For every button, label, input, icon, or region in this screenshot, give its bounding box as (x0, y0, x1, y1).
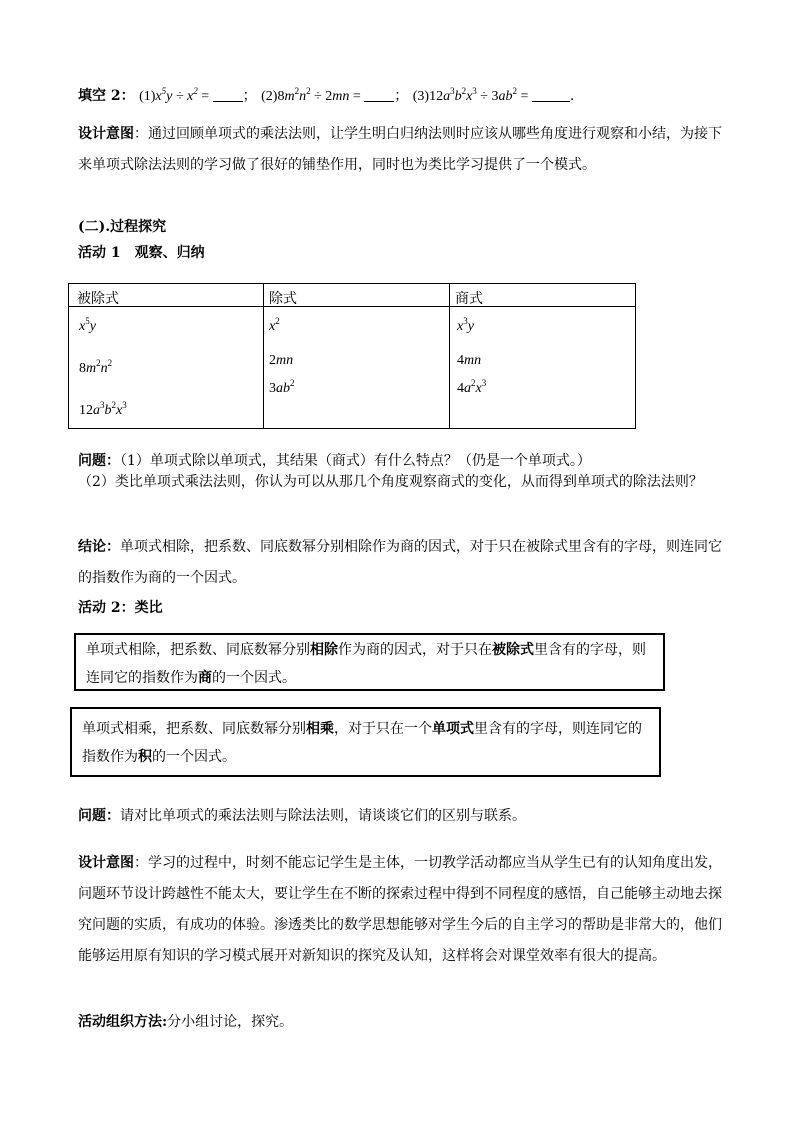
answer-blank-2[interactable] (364, 89, 394, 102)
table-cell (269, 316, 280, 334)
table-cell (457, 316, 474, 334)
design-intent-text: ：通过回顾单项式的乘法法则，让学生明白归纳法则时应该从哪些角度进行观察和小结，为接下来单项式除法法则的学习做了很好的铺垫作用，同时也为类比学习提供了一个模式。 (78, 126, 722, 173)
rule-part: 作为商的因式，对于只在 (338, 642, 492, 658)
conclusion-label: 结论： (78, 539, 120, 555)
multiplication-rule-box (70, 707, 661, 777)
rule-keyword: 相乘 (306, 721, 334, 737)
rule-part: 里含有的字母，则连同它的指数作为 (82, 721, 642, 765)
fill-blank-item-1 (139, 86, 213, 104)
activity-2-heading: 活动 2：类比 (78, 600, 163, 616)
table-cell (269, 378, 295, 396)
question-2 (78, 809, 526, 823)
separator: ； (394, 88, 409, 104)
table-header-divider (69, 306, 635, 307)
item-3-a-exp: 3 (450, 86, 455, 96)
answer-blank-3[interactable] (532, 89, 570, 102)
design-intent-2 (78, 848, 724, 972)
item-3-var-a: a (443, 89, 451, 104)
coef: 12 (79, 403, 93, 418)
item-3-coef: 12 (429, 89, 444, 104)
exp: 3 (100, 400, 105, 410)
fill-blank-item-3 (412, 86, 532, 104)
table-header-dividend: 被除式 (77, 291, 119, 307)
table-cell (79, 400, 127, 418)
var: y (89, 319, 96, 334)
multiplication-rule-text (82, 715, 651, 771)
item-2-divide: ÷ 2 (314, 89, 333, 104)
coef: 4 (457, 381, 464, 396)
item-1-divisor-exp: 2 (193, 86, 198, 96)
exp: 2 (107, 358, 113, 368)
design-intent-label: 设计意图 (78, 855, 134, 871)
var: x (457, 319, 464, 334)
coef: 8 (79, 361, 86, 376)
item-1-equals: = (201, 89, 210, 104)
item-2-var-n: n (299, 89, 307, 104)
item-2-var-m: m (284, 89, 295, 104)
answer-blank-1[interactable] (213, 89, 243, 102)
question-1-text: （1）单项式除以单项式，其结果（商式）有什么特点？（仍是一个单项式。） (120, 453, 591, 469)
var: x (116, 403, 123, 418)
design-intent-text: ：学习的过程中，时刻不能忘记学生是主体，一切教学活动都应当从学生已有的认知角度出发，问题环节设计跨越性不能太大，要让学生在不断的探索过程中得到不同程度的感悟，自己能够主动地去探究问题的实质，有成功的体验。渗透类比的数学思想能够对学生今后的自主学习的帮助是非常大的，他们能够运用原有知识的学习模式展开对新知识的探究及认知，这样将会对课堂效率有很大的提高。 (78, 855, 722, 964)
question-2-text: 请对比单项式的乘法法则与除法法则，请谈谈它们的区别与联系。 (120, 808, 526, 824)
var: ab (276, 381, 290, 396)
rule-part: 单项式相乘，把系数、同底数幂分别 (82, 721, 306, 737)
rule-keyword: 商 (198, 670, 212, 686)
rule-part: 里含有的字母，则连同它的指数作为 (86, 642, 646, 686)
fill-blank-label: 填空 2： (78, 88, 135, 104)
separator: ； (242, 88, 257, 104)
exp: 2 (275, 316, 280, 326)
var: x (79, 319, 86, 334)
table-cell (79, 358, 113, 376)
item-3-ab: ab (498, 89, 513, 104)
conclusion-text: 单项式相除，把系数、同底数幂分别相除作为商的因式，对于只在被除式里含有的字母，则连同它的指数作为商的一个因式。 (78, 539, 722, 586)
var: mn (276, 353, 294, 368)
item-1-var-x: x (155, 89, 162, 104)
var: y (467, 319, 474, 334)
item-2-number: (2) (261, 89, 278, 104)
coef: 4 (457, 353, 464, 368)
var: a (93, 403, 100, 418)
rule-part: 的一个因式。 (212, 670, 296, 686)
item-2-mn: mn (332, 89, 350, 104)
design-intent-1 (78, 119, 724, 181)
end-period: . (569, 88, 575, 104)
item-2-coef: 8 (277, 89, 285, 104)
rule-part: 单项式相除，把系数、同底数幂分别 (86, 642, 310, 658)
var: a (464, 381, 471, 396)
var: b (104, 403, 112, 418)
item-3-ab-exp: 2 (512, 86, 517, 96)
question-1-line-1 (78, 454, 591, 468)
item-3-var-x: x (466, 89, 473, 104)
activity-method (78, 1015, 293, 1029)
rule-keyword: 相除 (310, 642, 338, 658)
exp: 5 (85, 316, 90, 326)
exp: 3 (463, 316, 468, 326)
exp: 3 (481, 378, 487, 388)
var: x (269, 319, 276, 334)
conclusion (78, 532, 724, 594)
table-header-divisor: 除式 (269, 291, 297, 307)
item-3-divide: ÷ 3 (480, 89, 499, 104)
coef: 2 (269, 353, 276, 368)
fill-blank-item-2 (261, 86, 364, 104)
method-label: 活动组织方法: (78, 1014, 168, 1030)
item-3-equals: = (520, 89, 529, 104)
item-3-x-exp: 3 (472, 86, 477, 96)
item-1-divisor: y ÷ x (166, 89, 194, 104)
question-1-line-2: （2）类比单项式乘法法则，你认为可以从那几个角度观察商式的变化，从而得到单项式的除法法则？ (78, 474, 703, 490)
question-label: 问题： (78, 808, 120, 824)
var: mn (464, 353, 482, 368)
table-col-divider (263, 284, 264, 428)
exp: 2 (471, 378, 476, 388)
item-2-n-exp: 2 (306, 86, 311, 96)
rule-keyword: 被除式 (492, 642, 534, 658)
coef: 3 (269, 381, 276, 396)
table-header-quotient: 商式 (455, 291, 483, 307)
item-3-var-b: b (454, 89, 462, 104)
activity-1-heading: 活动 1 观察、归纳 (78, 245, 205, 261)
exp: 3 (122, 400, 127, 410)
item-1-number: (1) (139, 89, 156, 104)
rule-keyword: 积 (138, 749, 152, 765)
division-rule-box (74, 633, 665, 691)
exp: 2 (96, 358, 101, 368)
rule-part: ，对于只在一个 (334, 721, 432, 737)
table-col-divider (449, 284, 450, 428)
table-cell (457, 378, 487, 396)
exp: 2 (111, 400, 116, 410)
design-intent-label: 设计意图 (78, 126, 134, 142)
exp: 2 (290, 378, 295, 388)
item-3-b-exp: 2 (461, 86, 467, 96)
question-label: 问题： (78, 453, 120, 469)
item-3-number: (3) (412, 89, 430, 104)
table-cell (457, 354, 481, 368)
method-text: 分小组讨论，探究。 (167, 1014, 294, 1030)
rule-keyword: 单项式 (432, 721, 474, 737)
division-rule-text (86, 636, 655, 692)
rule-part: 的一个因式。 (152, 749, 236, 765)
var: n (100, 361, 108, 376)
item-2-m-exp: 2 (294, 86, 300, 96)
var: x (475, 381, 482, 396)
item-1-exp: 5 (161, 86, 167, 96)
fill-blank-line (78, 86, 575, 104)
var: m (86, 361, 97, 376)
table-cell (79, 316, 96, 334)
observation-table (68, 283, 636, 429)
item-2-equals: = (352, 89, 361, 104)
table-cell (269, 354, 293, 368)
section-heading-process: (二).过程探究 (78, 219, 167, 235)
